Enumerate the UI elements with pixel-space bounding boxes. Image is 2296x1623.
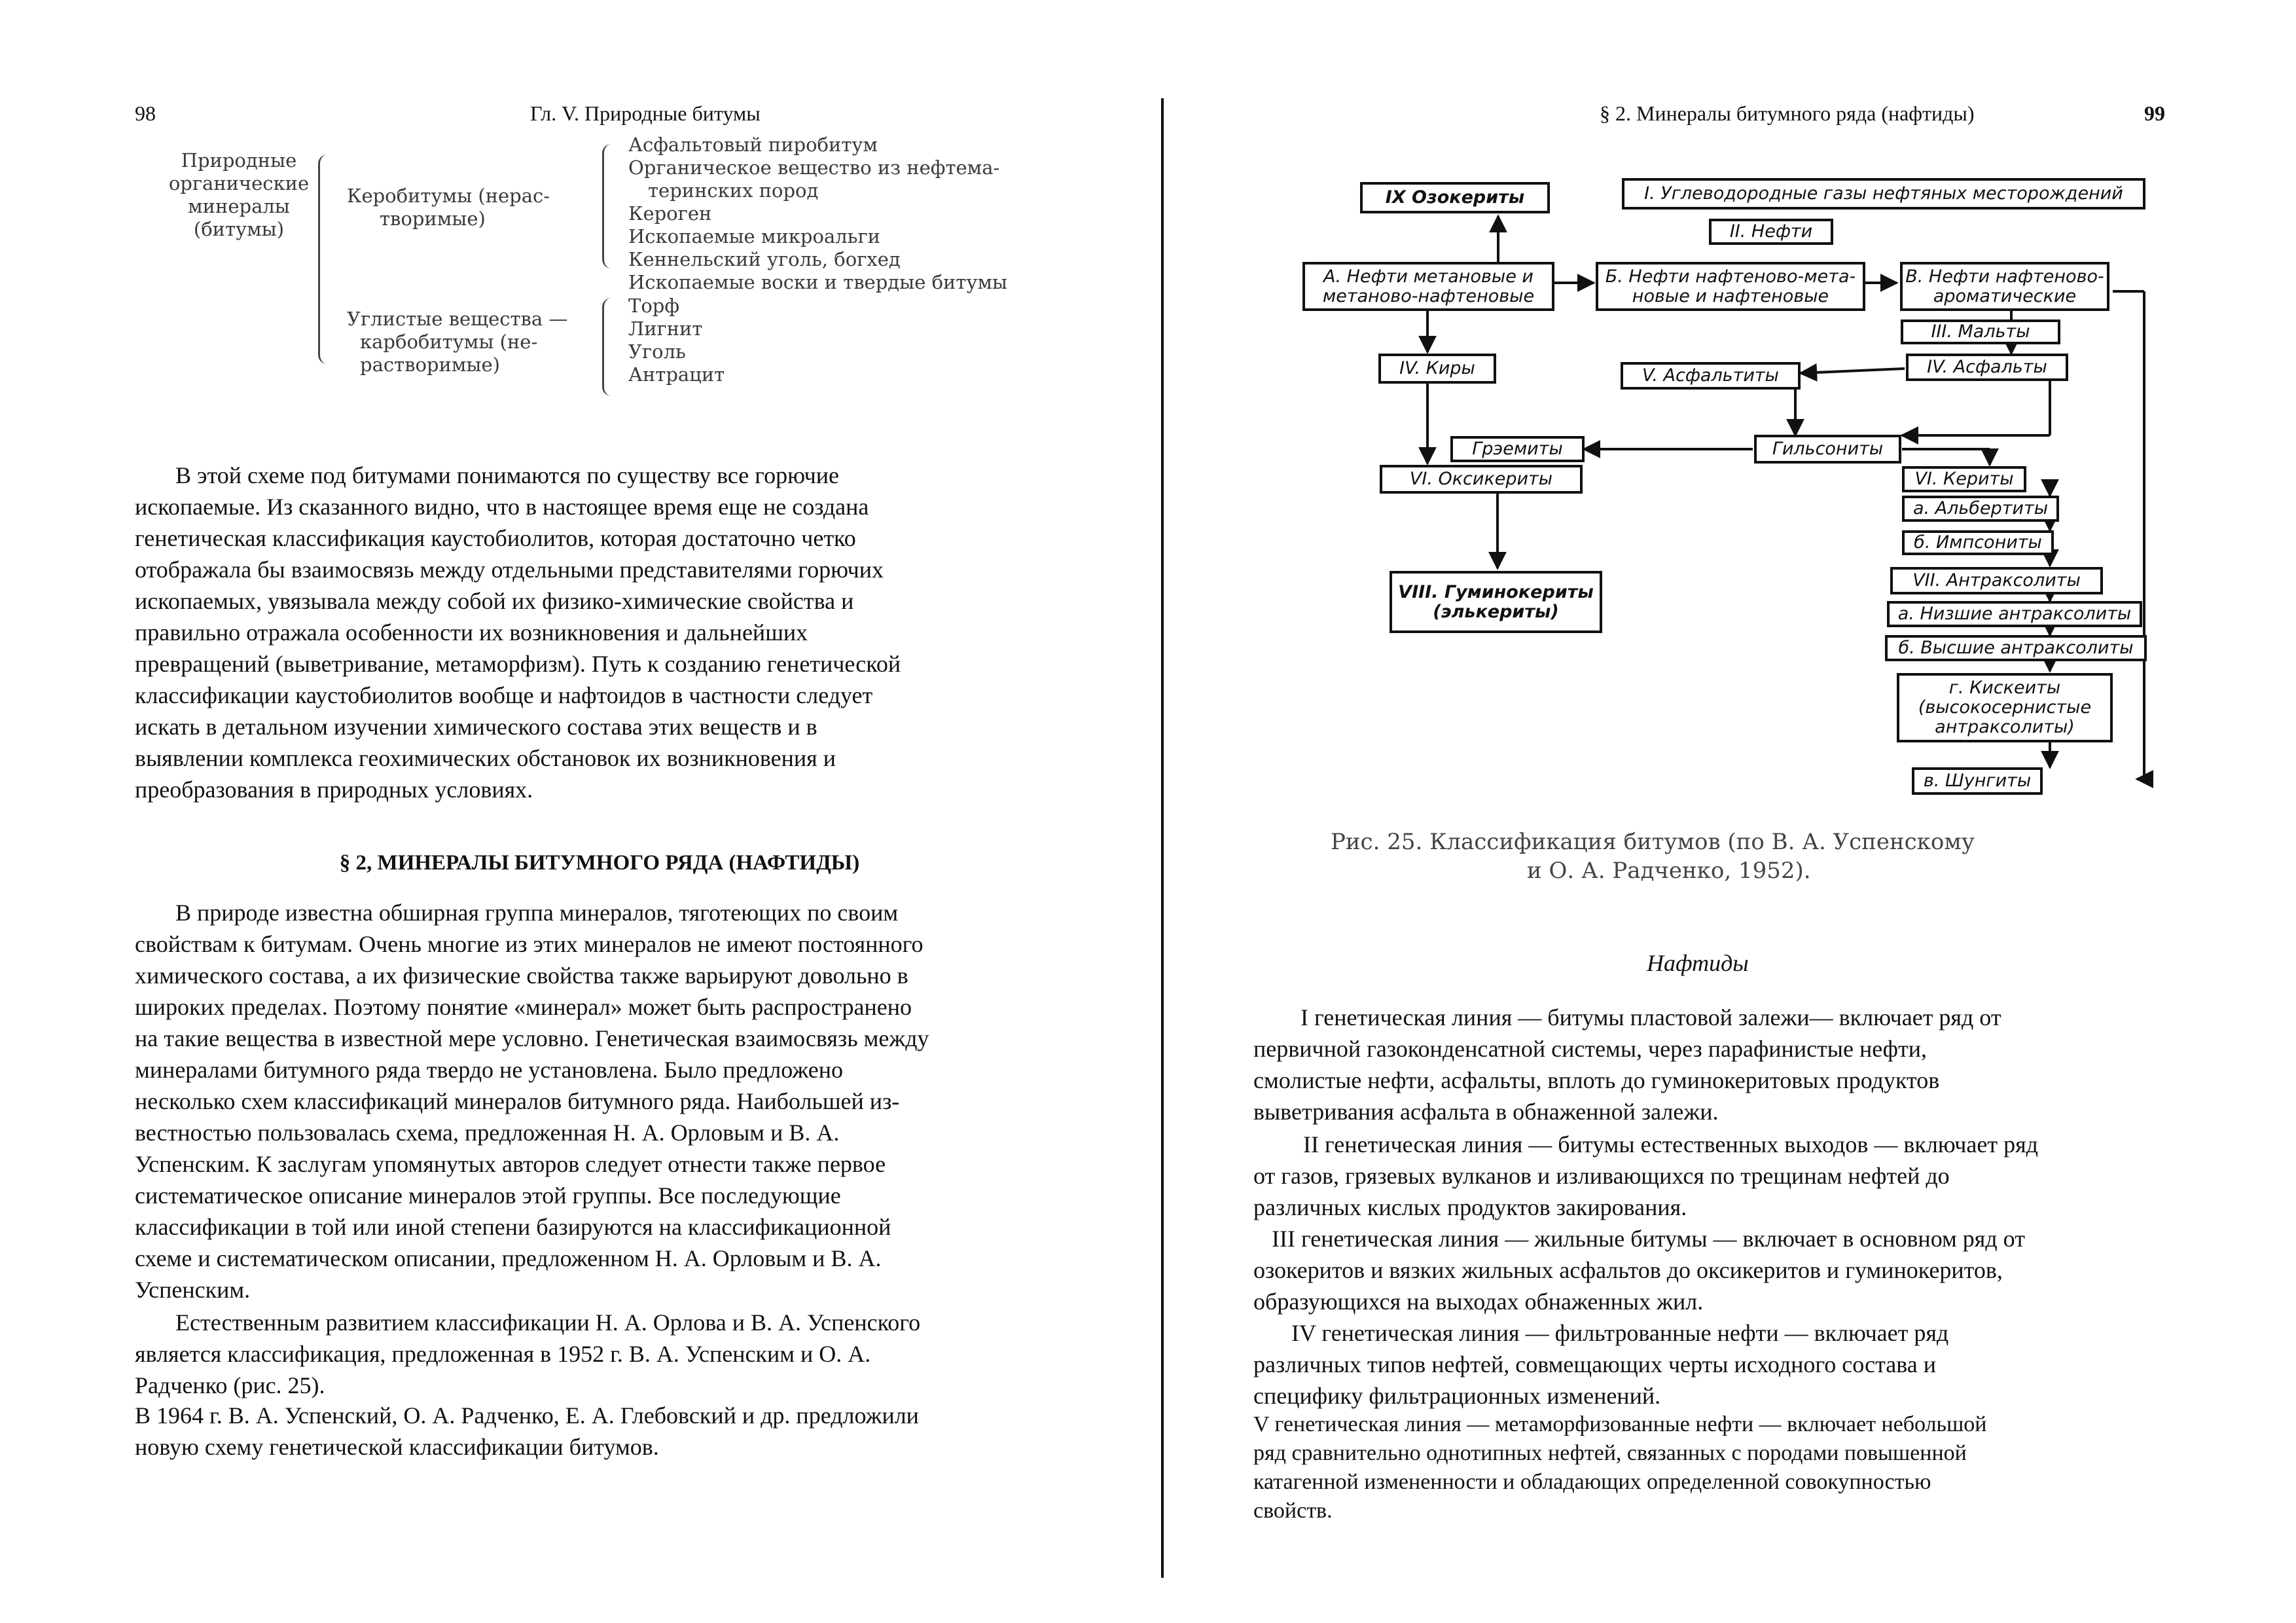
- box-gumino: VIII. Гуминокериты (элькериты): [1390, 571, 1602, 633]
- box-graemity: Грэемиты: [1450, 436, 1585, 462]
- box-vysshie: б. Высшие антраксолиты: [1885, 635, 2147, 661]
- box-nefti-v: В. Нефти нафтеново- ароматические: [1900, 262, 2109, 311]
- paragraph-1: В этой схеме под битумами понимаются по существу все горючие ископаемые. Из сказанного видно, что в настоящее время еще не создана генетическая классификация каустобиолитов, которая достаточно четко отображала бы взаимосвязь между отдельными представителями горючих ископаемых, увязывала между собой их физико-химические свойства и правильно отражала особенности их возникновения и дальнейших превращений (выветривание, метаморфизм). Путь к созданию генетической классификации каустобиолитов вообще и нафтоидов в частности следует искать в детальном изучении химического состава этих веществ и в выявлении комплекса геохимических обстановок их возникновения и преобразования в природных условиях.: [135, 462, 901, 803]
- root-brace: [318, 155, 331, 364]
- box-kiry: IV. Киры: [1378, 354, 1496, 384]
- group-karbobitumy-items: Торф Лигнит Уголь Антрацит: [628, 295, 725, 386]
- genetic-line-2: II генетическая линия — битумы естественных выходов — включает ряд от газов, грязевых вулканов и изливающихся по трещинам нефтей до различных кислых продуктов закирования.: [1253, 1131, 2038, 1220]
- box-malty: III. Мальты: [1901, 319, 2060, 344]
- box-nefti-b: Б. Нефти нафтеново-мета- новые и нафтеновые: [1596, 262, 1865, 311]
- box-ozokerity: IX Озокериты: [1360, 182, 1550, 213]
- group-kerobitumy-items: Асфальтовый пиробитум Органическое вещество из нефтема- теринских пород Кероген Ископаемые микроальги Кеннельский уголь, богхед Ископаемые воски и твердые битумы: [628, 134, 1008, 293]
- box-oksikerity: VI. Оксикериты: [1380, 465, 1583, 494]
- genetic-line-3: III генетическая линия — жильные битумы — включает в основном ряд от озокеритов и вязких жильных асфальтов до оксикеритов и гуминокеритов, образующихся на выходах обнаженных жил.: [1253, 1226, 2025, 1315]
- box-albertity: а. Альбертиты: [1902, 496, 2059, 522]
- page-number-right: 99: [2144, 101, 2165, 125]
- box-gases: I. Углеводородные газы нефтяных месторождений: [1622, 178, 2145, 210]
- genetic-line-1: I генетическая линия — битумы пластовой залежи— включает ряд от первичной газоконденсатной системы, через парафинистые нефти, смолистые нефти, асфальты, вплоть до гуминокеритовых продуктов выветривания асфальта в обнаженной залежи.: [1253, 1004, 2001, 1125]
- section-heading: § 2, МИНЕРАЛЫ БИТУМНОГО РЯДА (НАФТИДЫ): [339, 851, 860, 875]
- arrow-asfalty-to-asfaltity: [1801, 369, 1905, 373]
- box-antraksolity: VII. Антраксолиты: [1890, 567, 2103, 594]
- box-nizshie: а. Низшие антраксолиты: [1887, 601, 2142, 627]
- group-karbobitumy-label: Углистые вещества — карбобитумы (не- растворимые): [347, 308, 568, 376]
- genetic-line-4: IV генетическая линия — фильтрованные нефти — включает ряд различных типов нефтей, совмещающих черты исходного состава и специфику фильтрационных изменений.: [1253, 1320, 1949, 1409]
- paragraph-4: В 1964 г. В. А. Успенский, О. А. Радченко, Е. А. Глебовский и др. предложили новую схему генетической классификации битумов.: [135, 1402, 919, 1460]
- figure-connectors: [1164, 0, 2296, 838]
- box-kiskeity: г. Кискеиты (высокосернистые антраксолиты): [1897, 673, 2113, 742]
- paragraph-3: Естественным развитием классификации Н. А. Орлова и В. А. Успенского является классификация, предложенная в 1952 г. В. А. Успенским и О. А. Радченко (рис. 25).: [135, 1309, 921, 1398]
- box-nefti: II. Нефти: [1709, 219, 1833, 245]
- box-impsonity: б. Импсониты: [1902, 530, 2054, 555]
- box-asfalty: IV. Асфальты: [1906, 354, 2068, 381]
- genetic-line-5: V генетическая линия — метаморфизованные нефти — включает небольшой ряд сравнительно однотипных нефтей, связанных с породами повышенной катагенной измененности и обладающих определенной совокупностью свойств.: [1253, 1412, 1987, 1523]
- figure-caption: Рис. 25. Классификация битумов (по В. А. Успенскому и О. А. Радченко, 1952).: [1331, 829, 1975, 884]
- right-page: [1164, 0, 2296, 1623]
- paragraph-2: В природе известна обширная группа минералов, тяготеющих по своим свойствам к битумам. Очень многие из этих минералов не имеют постоянного химического состава, а их физические свойства также варьируют довольно в широких пределах. Поэтому понятие «минерал» может быть распространено на такие вещества в известной мере условно. Генетическая взаимосвязь между минералами битумного ряда твердо не установлена. Было предложено несколько схем классификаций минералов битумного ряда. Наибольшей из- вестностью пользовалась схема, предложенная Н. А. Орловым и В. А. Успенским. К заслугам упомянутых авторов следует отнести также первое систематическое описание минералов этой группы. Все последующие классификации в той или иной степени базируются на классификационной схеме и систематическом описании, предложенном Н. А. Орловым и В. А. Успенским.: [135, 900, 929, 1303]
- box-gilsonity: Гильсониты: [1754, 435, 1901, 464]
- box-nefti-a: А. Нефти метановые и метаново-нафтеновые: [1302, 262, 1554, 311]
- running-header-left: Гл. V. Природные битумы: [530, 101, 761, 125]
- box-kerity: VI. Кериты: [1902, 466, 2026, 492]
- page-number-left: 98: [135, 101, 156, 125]
- box-shungity: в. Шунгиты: [1912, 767, 2043, 795]
- box-asfaltity: V. Асфальтиты: [1621, 362, 1801, 390]
- karbobitumy-brace: [602, 298, 613, 396]
- running-header-right: § 2. Минералы битумного ряда (нафтиды): [1600, 101, 1975, 125]
- scheme-root: Природные органические минералы (битумы): [168, 149, 310, 240]
- group-kerobitumy-label: Керобитумы (нерас- творимые): [347, 185, 550, 230]
- kerobitumy-brace: [602, 144, 613, 268]
- subheading-naftidy: Нафтиды: [1647, 950, 1749, 976]
